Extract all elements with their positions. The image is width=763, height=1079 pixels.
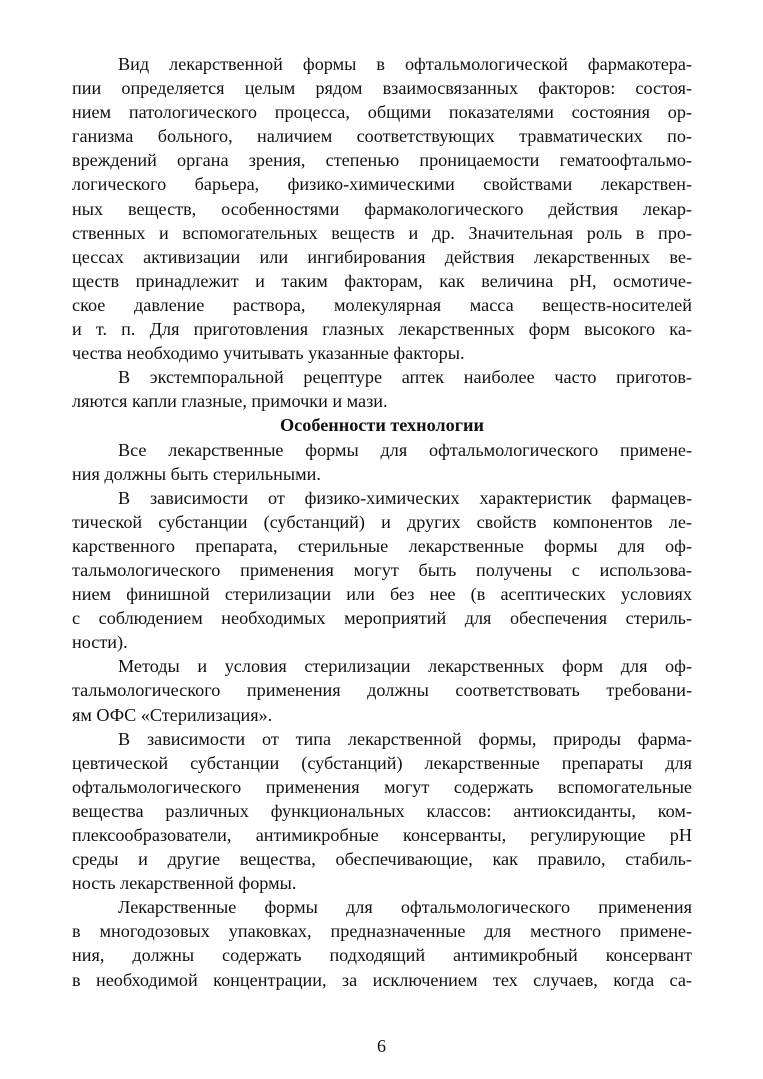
text-line: логического барьера, физико-химическими свойствами лекарствен- [72, 174, 692, 195]
text-line: с соблюдением необходимых мероприятий для обеспечения стериль- [72, 608, 692, 629]
text-line: тической субстанции (субстанций) и других свойств компонентов ле- [72, 511, 692, 532]
text-line: ственных и вспомогательных веществ и др. Значительная роль в про- [72, 222, 692, 243]
text-line: офтальмологического применения могут содержать вспомогательные [72, 776, 692, 797]
paragraph [72, 486, 692, 655]
text-line: ных веществ, особенностями фармакологического действия лекар- [72, 198, 692, 219]
page-body [72, 52, 692, 992]
paragraph [72, 654, 692, 726]
text-line: в многодозовых упаковках, предназначенные для местного примене- [72, 921, 692, 942]
paragraph [72, 895, 692, 991]
paragraph [72, 727, 692, 896]
text-line: цессах активизации или ингибирования действия лекарственных ве- [72, 246, 692, 267]
text-line: тальмологического применения должны соответствовать требовани- [72, 680, 692, 701]
text-line: ганизма больного, наличием соответствующих травматических по- [72, 126, 692, 147]
text-line: Вид лекарственной формы в офтальмологической фармакотера- [118, 54, 692, 74]
text-line: нием финишной стерилизации или без нее (в асептических условиях [72, 584, 692, 605]
text-line: ям ОФС «Стерилизация». [72, 704, 273, 725]
text-line: цевтической субстанции (субстанций) лекарственные препараты для [72, 752, 692, 773]
text-line: ществ принадлежит и таким факторам, как величина pH, осмотиче- [72, 270, 692, 291]
text-line: Все лекарственные формы для офтальмологического примене- [118, 439, 692, 460]
text-line: ское давление раствора, молекулярная масса веществ-носителей [72, 294, 692, 315]
text-line: ности). [72, 632, 128, 653]
paragraph [72, 438, 692, 486]
section-heading: Особенности технологии [280, 415, 484, 436]
text-line: в необходимой концентрации, за исключением тех случаев, когда са- [72, 969, 692, 990]
text-line: пии определяется целым рядом взаимосвязанных факторов: состоя- [72, 78, 692, 99]
text-line: тальмологического применения могут быть получены с использова- [72, 559, 692, 580]
paragraph [72, 52, 692, 365]
text-line: ния должны быть стерильными. [72, 463, 321, 484]
text-line: ность лекарственной формы. [72, 873, 297, 894]
text-line: и т. п. Для приготовления глазных лекарственных форм высокого ка- [72, 319, 692, 340]
paragraph [72, 365, 692, 413]
text-line: ляются капли глазные, примочки и мази. [72, 391, 388, 412]
text-line: карственного препарата, стерильные лекарственные формы для оф- [72, 535, 692, 556]
text-line: ния, должны содержать подходящий антимикробный консервант [72, 945, 692, 966]
text-line: В зависимости от типа лекарственной формы, природы фарма- [118, 728, 692, 749]
page-number: 6 [377, 1036, 386, 1056]
text-line: Методы и условия стерилизации лекарственных форм для оф- [118, 656, 692, 677]
text-line: Лекарственные формы для офтальмологического применения [118, 897, 692, 918]
text-line: плексообразователи, антимикробные консерванты, регулирующие pH [72, 825, 692, 845]
text-line: вреждений органа зрения, степенью проницаемости гематоофтальмо- [72, 150, 692, 171]
text-line: среды и другие вещества, обеспечивающие, как правило, стабиль- [72, 849, 692, 870]
text-line: В экстемпоральной рецептуре аптек наиболее часто приготов- [118, 367, 692, 388]
text-line: нием патологического процесса, общими показателями состояния ор- [72, 102, 692, 123]
text-line: В зависимости от физико-химических характеристик фармацев- [118, 487, 692, 508]
text-line: вещества различных функциональных классов: антиоксиданты, ком- [72, 800, 692, 821]
text-line: чества необходимо учитывать указанные факторы. [72, 343, 465, 364]
